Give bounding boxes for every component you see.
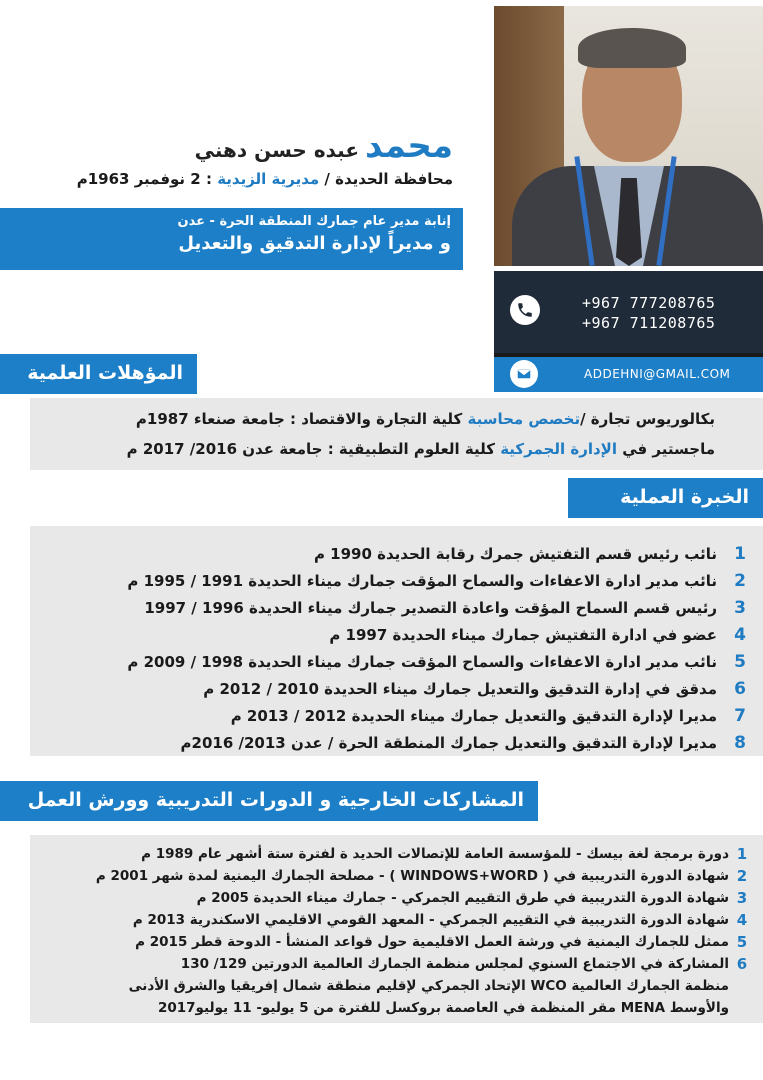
item-text: نائب مدير ادارة الاعفاءات والسماح المؤقت جمارك ميناء الحديدة 1991 / 1995 م (127, 571, 717, 590)
envelope-icon (510, 360, 538, 388)
item-text: شهادة الدورة التدريبية في طرق التقييم الجمركي - جمارك ميناء الحديدة 2005 م (196, 890, 729, 906)
item-number: 7 (734, 705, 746, 726)
contact-panel (494, 271, 763, 392)
qual-2-c: كلية العلوم التطبيقية : جامعة عدن 2016/ 2017 م (126, 440, 501, 458)
external-list (29, 843, 749, 1019)
item-text: نائب رئيس قسم التفتيش جمرك رقابة الحديدة 1990 م (313, 544, 717, 563)
external-heading: المشاركات الخارجية و الدورات التدريبية وورش العمل (0, 781, 538, 821)
experience-list (31, 540, 751, 756)
qual-1-c: كلية التجارة والاقتصاد : جامعة صنعاء 1987م (135, 410, 468, 428)
phone-2[interactable]: +967 711208765 (582, 314, 716, 332)
item-number: 4 (736, 911, 748, 929)
qual-2-a: ماجستير في (616, 440, 715, 458)
item-number: 3 (736, 889, 748, 907)
item-text: نائب مدير ادارة الاعفاءات والسماح المؤقت جمارك ميناء الحديدة 1998 / 2009 م (127, 652, 717, 671)
birth-prefix: محافظة الحديدة / (319, 170, 453, 188)
person-name (195, 126, 453, 166)
qualifications-heading: المؤهلات العلمية (0, 354, 197, 394)
item-number: 6 (734, 678, 746, 699)
item-number: 5 (736, 933, 748, 951)
list-item (31, 729, 751, 756)
item-number: 8 (734, 732, 746, 753)
list-item (31, 675, 751, 702)
list-item (31, 648, 751, 675)
item-text: دورة برمجة لغة بيسك - للمؤسسة العامة للإتصالات الحديد ة لفترة ستة أشهر عام 1989 م (141, 846, 729, 862)
list-item (29, 887, 749, 909)
item-number: 1 (736, 845, 748, 863)
birth-date: : 2 نوفمبر 1963م (76, 170, 218, 188)
birth-district: مديرية الزيدية (217, 170, 320, 188)
item-text: المشاركة في الاجتماع السنوي لمجلس منظمة الجمارك العالمية الدورتين 129/ 130 (180, 956, 729, 972)
item-text: شهادة الدورة التدريبية في ( WINDOWS+WORD ) - مصلحة الجمارك اليمنية لمدة شهر 2001 م (95, 868, 729, 884)
item-number: 1 (734, 543, 746, 564)
phone-icon (510, 295, 540, 325)
item-number: 5 (734, 651, 746, 672)
item-text: رئيس قسم السماح المؤقت واعادة التصدير جمارك ميناء الحديدة 1996 / 1997 (144, 598, 717, 617)
qual-2-b: الإدارة الجمركية (500, 440, 617, 458)
qualification-master (127, 440, 715, 458)
email-address[interactable]: ADDEHNI@GMAIL.COM (584, 367, 731, 381)
list-item (29, 931, 749, 953)
item-continuation-2: والأوسط MENA مقر المنظمة في العاصمة بروكسل للفترة من 5 يوليو- 11 يوليو2017 (157, 1000, 729, 1016)
list-item (31, 621, 751, 648)
list-item (29, 953, 749, 975)
qual-1-b: تخصص محاسبة (467, 410, 581, 428)
item-number: 6 (736, 955, 748, 973)
list-item (29, 865, 749, 887)
qual-1-a: بكالوريوس تجارة / (580, 410, 715, 428)
job-line-1: إنابة مدير عام جمارك المنطقة الحرة - عدن (177, 214, 451, 229)
list-item (31, 702, 751, 729)
item-number: 2 (734, 570, 746, 591)
list-item (31, 594, 751, 621)
phone-numbers (582, 293, 715, 333)
first-name: محمد (365, 126, 453, 166)
item-continuation-1: منظمة الجمارك العالمية WCO الإتحاد الجمركي لإقليم منطقة شمال إفريقيا والشرق الأدنى (128, 978, 729, 994)
item-text: مديرا لإدارة التدقيق والتعديل جمارك المنطقة الحرة / عدن 2013/ 2016م (180, 733, 717, 752)
phone-1[interactable]: +967 777208765 (582, 294, 716, 312)
email-row (494, 357, 763, 392)
item-text: ممثل للجمارك اليمنية في ورشة العمل الاقليمية حول قواعد المنشأ - الدوحة قطر 2015 م (135, 934, 729, 950)
item-text: شهادة الدورة التدريبية في التقييم الجمركي - المعهد القومي الاقليمي الاسكندرية 2013 م (132, 912, 729, 928)
list-item (29, 909, 749, 931)
list-item (31, 540, 751, 567)
item-number: 4 (734, 624, 746, 645)
list-item (29, 843, 749, 865)
rest-name: عبده حسن دهني (194, 138, 359, 162)
job-line-2: و مديراً لإدارة التدقيق والتعديل (178, 233, 451, 254)
profile-photo (494, 6, 763, 266)
item-text: مديرا لإدارة التدقيق والتعديل جمارك ميناء الحديدة 2012 / 2013 م (230, 706, 717, 725)
job-title-banner (0, 208, 463, 270)
experience-heading: الخبرة العملية (568, 478, 763, 518)
item-text: مدقق في إدارة التدقيق والتعديل جمارك ميناء الحديدة 2010 / 2012 م (203, 679, 717, 698)
item-number: 3 (734, 597, 746, 618)
phone-row (494, 271, 763, 353)
qualification-bachelor (136, 410, 715, 428)
item-number: 2 (736, 867, 748, 885)
birth-info (77, 170, 453, 188)
list-item (31, 567, 751, 594)
qualifications-band (30, 398, 763, 470)
item-text: عضو في ادارة التفتيش جمارك ميناء الحديدة 1997 م (329, 625, 717, 644)
